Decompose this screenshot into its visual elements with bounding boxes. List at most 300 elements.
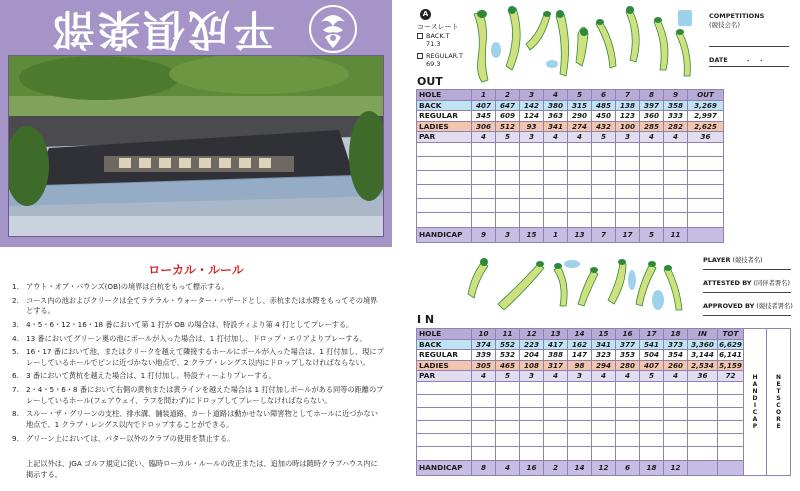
out-score-table	[416, 89, 724, 243]
table-cell: 4	[544, 90, 568, 101]
rule-item: 6. 3 番において黄杭を越えた場合は、1 打付加し、特設ティーよりプレーする。	[12, 371, 276, 381]
table-cell: 4	[640, 132, 664, 143]
score-cell[interactable]	[616, 407, 640, 420]
table-cell: 407	[640, 360, 664, 371]
table-cell: 6	[592, 90, 616, 101]
score-cell[interactable]	[544, 170, 568, 184]
score-cell[interactable]	[664, 185, 688, 199]
score-cell[interactable]	[520, 447, 544, 460]
table-cell: 6,629	[719, 339, 742, 349]
score-cell[interactable]	[417, 421, 472, 434]
tee-row-back	[417, 32, 450, 48]
score-cell[interactable]	[568, 156, 592, 170]
table-cell: 358	[664, 100, 688, 111]
score-cell[interactable]	[496, 421, 520, 434]
score-cell[interactable]	[472, 142, 496, 156]
score-cell[interactable]	[664, 447, 688, 460]
table-cell: TOT	[718, 329, 744, 340]
table-cell: 18	[664, 329, 688, 340]
score-cell[interactable]	[496, 199, 520, 213]
club-header	[0, 0, 392, 247]
table-cell: 354	[664, 350, 688, 361]
score-cell[interactable]	[520, 421, 544, 434]
score-cell[interactable]	[472, 394, 496, 407]
table-cell: 93	[520, 121, 544, 132]
score-cell[interactable]	[568, 170, 592, 184]
table-cell: 290	[568, 111, 592, 122]
score-cell[interactable]	[664, 394, 688, 407]
score-cell[interactable]	[417, 394, 472, 407]
table-cell: 4	[472, 132, 496, 143]
row-label: LADIES	[417, 121, 472, 132]
table-cell: 388	[544, 350, 568, 361]
table-cell: 17	[640, 329, 664, 340]
handicap-cell	[718, 460, 744, 475]
score-cell[interactable]	[640, 156, 664, 170]
score-cell[interactable]	[472, 421, 496, 434]
score-cell[interactable]	[616, 199, 640, 213]
table-cell: 1	[472, 90, 496, 101]
score-cell[interactable]	[544, 185, 568, 199]
tee-checkbox-regular[interactable]	[417, 53, 423, 59]
out-score-row	[417, 170, 724, 184]
score-cell[interactable]	[640, 185, 664, 199]
score-cell[interactable]	[496, 142, 520, 156]
score-cell[interactable]	[688, 434, 718, 447]
date-label: DATE	[709, 56, 728, 64]
score-cell[interactable]	[472, 199, 496, 213]
score-cell[interactable]	[640, 213, 664, 227]
table-cell: 450	[592, 111, 616, 122]
score-cell[interactable]	[544, 142, 568, 156]
score-cell[interactable]	[688, 185, 724, 199]
score-cell[interactable]	[616, 421, 640, 434]
out-hole-row	[417, 90, 724, 101]
attested-label: ATTESTED BY (同伴者署名)	[703, 279, 790, 287]
score-cell[interactable]	[496, 170, 520, 184]
club-name-box	[20, 6, 305, 53]
score-cell[interactable]	[664, 170, 688, 184]
score-cell[interactable]	[664, 434, 688, 447]
score-cell[interactable]	[592, 199, 616, 213]
score-cell[interactable]	[688, 156, 724, 170]
score-cell[interactable]	[417, 170, 472, 184]
score-cell[interactable]	[496, 381, 520, 394]
table-cell: OUT	[688, 90, 724, 101]
row-label: REGULAR	[417, 350, 472, 361]
table-cell: 323	[592, 350, 616, 361]
rule-item: 2. コース内の池およびクリークは全てラテラル・ウォーター・ハザードとし、赤杭または水際をもってその境界とする。	[12, 295, 378, 316]
score-cell[interactable]	[688, 170, 724, 184]
table-cell: 397	[640, 100, 664, 111]
score-cell[interactable]	[520, 142, 544, 156]
score-cell[interactable]	[688, 421, 718, 434]
tee-name: REGULAR.T	[426, 52, 463, 60]
table-cell: 204	[520, 350, 544, 361]
table-cell: 15	[592, 329, 616, 340]
table-cell: 532	[496, 350, 520, 361]
course-rate-label: コースレート	[417, 23, 459, 31]
score-cell[interactable]	[568, 142, 592, 156]
handicap-cell: 17	[616, 227, 640, 242]
table-cell: 512	[496, 121, 520, 132]
table-cell: 274	[568, 121, 592, 132]
table-cell: 10	[472, 329, 496, 340]
score-cell[interactable]	[417, 407, 472, 420]
table-cell: 5	[592, 132, 616, 143]
handicap-cell	[688, 460, 718, 475]
score-cell[interactable]	[472, 381, 496, 394]
score-cell[interactable]	[592, 156, 616, 170]
score-cell[interactable]	[640, 170, 664, 184]
in-score-row	[417, 421, 791, 434]
score-cell[interactable]	[592, 142, 616, 156]
score-cell[interactable]	[496, 394, 520, 407]
table-cell: 282	[664, 121, 688, 132]
score-cell[interactable]	[718, 421, 744, 434]
table-cell: 5	[640, 371, 664, 382]
score-cell[interactable]	[592, 421, 616, 434]
table-cell: 3,269	[688, 100, 724, 111]
clubhouse-photo	[8, 55, 384, 237]
score-cell[interactable]	[472, 185, 496, 199]
handicap-cell: 15	[520, 227, 544, 242]
in-hole-row	[417, 329, 791, 340]
handicap-cell: 18	[640, 460, 664, 475]
score-cell[interactable]	[520, 394, 544, 407]
table-cell: 2	[496, 90, 520, 101]
table-cell: 280	[616, 360, 640, 371]
score-cell[interactable]	[417, 434, 472, 447]
score-cell[interactable]	[544, 381, 568, 394]
handicap-cell: 16	[520, 460, 544, 475]
handicap-cell: 11	[664, 227, 688, 242]
table-cell: 4	[664, 132, 688, 143]
score-cell[interactable]	[592, 170, 616, 184]
score-cell[interactable]	[544, 394, 568, 407]
score-cell[interactable]	[496, 185, 520, 199]
score-cell[interactable]	[544, 156, 568, 170]
competitions-sublabel: (競技会名)	[709, 21, 741, 29]
table-cell: 260	[664, 360, 688, 371]
table-cell: 345	[472, 111, 496, 122]
score-cell[interactable]	[718, 381, 744, 394]
table-cell: 3,144	[688, 350, 718, 361]
score-cell[interactable]	[664, 199, 688, 213]
table-cell: 294	[592, 360, 616, 371]
handicap-cell: 8	[472, 460, 496, 475]
handicap-cell	[688, 227, 724, 242]
table-cell: 223	[520, 339, 544, 350]
handicap-cell: 9	[472, 227, 496, 242]
score-cell[interactable]	[616, 447, 640, 460]
table-cell: 374	[472, 339, 496, 350]
score-cell[interactable]	[496, 213, 520, 227]
table-cell: 339	[472, 350, 496, 361]
tee-rating: 71.3	[426, 40, 441, 48]
table-cell: 4	[568, 132, 592, 143]
table-cell: 4	[592, 371, 616, 382]
player-label: PLAYER (競技者名)	[703, 256, 763, 264]
table-cell: 552	[496, 339, 520, 350]
score-cell[interactable]	[544, 434, 568, 447]
score-cell[interactable]	[417, 156, 472, 170]
score-cell[interactable]	[592, 394, 616, 407]
date-field[interactable]	[709, 66, 789, 67]
table-cell: 407	[472, 100, 496, 111]
handicap-column-label: H A N D I C A P	[744, 329, 767, 476]
score-cell[interactable]	[496, 434, 520, 447]
in-back-row	[417, 339, 791, 350]
score-cell[interactable]	[718, 434, 744, 447]
row-label: REGULAR	[417, 111, 472, 122]
table-cell: 123	[616, 111, 640, 122]
in-ladies-row	[417, 360, 791, 371]
handicap-cell: 1	[544, 227, 568, 242]
score-cell[interactable]	[640, 394, 664, 407]
score-cell[interactable]	[568, 407, 592, 420]
table-cell: 36	[688, 132, 724, 143]
score-cell[interactable]	[544, 407, 568, 420]
table-cell: 13	[544, 329, 568, 340]
rule-item: 4. 13 番においてグリーン奥の池にボールが入った場合は、1 打付加し、ドロップ・エリアよりプレーする。	[12, 333, 367, 343]
table-cell: 14	[568, 329, 592, 340]
table-cell: 2,997	[688, 111, 724, 122]
rule-item: 5. 16・17 番において池、またはクリークを越えて隣接するホールにボールが入った場合は、1 打付加し、現にプレーしているホールでピンに近づかない地点で、2 クラブ・レングス以内にドロップしなければならない。	[12, 347, 384, 367]
score-cell[interactable]	[544, 447, 568, 460]
score-cell[interactable]	[568, 447, 592, 460]
score-cell[interactable]	[592, 381, 616, 394]
score-cell[interactable]	[472, 434, 496, 447]
score-cell[interactable]	[417, 381, 472, 394]
score-cell[interactable]	[616, 434, 640, 447]
score-cell[interactable]	[592, 185, 616, 199]
score-cell[interactable]	[640, 199, 664, 213]
score-cell[interactable]	[472, 170, 496, 184]
rule-item: 8. スルー・ザ・グリーンの支柱、排水溝、舗装道路、カート道路は動かせない障害物としてホールに近づかない地点で、1 クラブ・レングス以内でドロップすることができる。	[12, 409, 378, 429]
score-cell[interactable]	[640, 381, 664, 394]
score-cell[interactable]	[544, 421, 568, 434]
in-score-row	[417, 447, 791, 460]
score-cell[interactable]	[592, 213, 616, 227]
table-cell: 485	[592, 100, 616, 111]
club-crest-icon	[308, 4, 358, 54]
out-course-map	[460, 4, 700, 86]
score-cell[interactable]	[544, 213, 568, 227]
score-cell[interactable]	[640, 421, 664, 434]
score-cell[interactable]	[616, 394, 640, 407]
score-cell[interactable]	[664, 421, 688, 434]
score-cell[interactable]	[520, 213, 544, 227]
table-cell: 417	[544, 339, 568, 350]
table-cell: 162	[568, 339, 592, 350]
score-cell[interactable]	[568, 213, 592, 227]
table-cell: 124	[520, 111, 544, 122]
handicap-cell: 14	[568, 460, 592, 475]
handicap-cell: 7	[592, 227, 616, 242]
table-cell: 306	[472, 121, 496, 132]
table-cell: 5	[496, 371, 520, 382]
table-cell: 3	[520, 132, 544, 143]
out-back-row	[417, 100, 724, 111]
score-cell[interactable]	[616, 156, 640, 170]
score-cell[interactable]	[520, 199, 544, 213]
table-cell: 16	[616, 329, 640, 340]
table-cell: 3	[616, 132, 640, 143]
table-cell: 6,141	[719, 350, 742, 360]
score-cell[interactable]	[688, 199, 724, 213]
club-name: 平成倶楽部	[50, 5, 276, 54]
row-label: PAR	[417, 371, 472, 382]
rules-list	[12, 282, 384, 447]
row-label: HOLE	[417, 90, 472, 101]
rule-item: 1. アウト・オブ・バウンズ(OB)の境界は白杭をもって標示する。	[12, 282, 229, 291]
approved-field[interactable]	[703, 315, 791, 316]
score-cell[interactable]	[640, 142, 664, 156]
in-score-row	[417, 407, 791, 420]
competitions-field[interactable]	[709, 46, 789, 47]
table-cell: IN	[688, 329, 718, 340]
score-cell[interactable]	[568, 421, 592, 434]
score-cell[interactable]	[664, 407, 688, 420]
score-cell[interactable]	[417, 447, 472, 460]
score-cell[interactable]	[616, 213, 640, 227]
score-cell[interactable]	[472, 407, 496, 420]
score-cell[interactable]	[520, 381, 544, 394]
row-label: HANDICAP	[417, 227, 472, 242]
handicap-cell: 2	[544, 460, 568, 475]
in-score-table	[416, 328, 791, 476]
score-cell[interactable]	[718, 407, 744, 420]
out-score-row	[417, 142, 724, 156]
score-cell[interactable]	[718, 394, 744, 407]
score-cell[interactable]	[688, 381, 718, 394]
handicap-cell: 13	[568, 227, 592, 242]
score-cell[interactable]	[568, 199, 592, 213]
tee-rating: 69.3	[426, 60, 441, 68]
score-cell[interactable]	[592, 407, 616, 420]
score-cell[interactable]	[472, 156, 496, 170]
player-field[interactable]	[703, 269, 791, 270]
out-score-row	[417, 185, 724, 199]
table-cell: 11	[496, 329, 520, 340]
table-cell: 341	[592, 339, 616, 350]
score-cell[interactable]	[664, 156, 688, 170]
score-cell[interactable]	[592, 447, 616, 460]
table-cell: 147	[568, 350, 592, 361]
table-cell: 12	[520, 329, 544, 340]
table-cell: 377	[616, 339, 640, 350]
table-cell: 36	[688, 371, 718, 382]
table-cell: 341	[544, 121, 568, 132]
in-handicap-row	[417, 460, 791, 475]
out-par-row	[417, 132, 724, 143]
approved-label: APPROVED BY (競技者署名)	[703, 302, 793, 310]
score-cell[interactable]	[592, 434, 616, 447]
score-cell[interactable]	[640, 434, 664, 447]
score-cell[interactable]	[520, 170, 544, 184]
score-cell[interactable]	[417, 185, 472, 199]
score-cell[interactable]	[568, 381, 592, 394]
table-cell: 4	[664, 371, 688, 382]
attested-field[interactable]	[703, 292, 791, 293]
handicap-cell: 3	[496, 227, 520, 242]
score-cell[interactable]	[688, 142, 724, 156]
score-cell[interactable]	[544, 199, 568, 213]
out-score-row	[417, 156, 724, 170]
score-cell[interactable]	[568, 434, 592, 447]
in-score-row	[417, 381, 791, 394]
table-cell: 373	[664, 339, 688, 350]
score-cell[interactable]	[496, 407, 520, 420]
score-cell[interactable]	[616, 142, 640, 156]
table-cell: 3	[568, 371, 592, 382]
score-cell[interactable]	[664, 142, 688, 156]
in-score-row	[417, 394, 791, 407]
table-cell: 285	[640, 121, 664, 132]
score-cell[interactable]	[520, 156, 544, 170]
score-cell[interactable]	[417, 199, 472, 213]
table-cell: 4	[544, 371, 568, 382]
score-cell[interactable]	[496, 447, 520, 460]
table-cell: 5	[496, 132, 520, 143]
score-cell[interactable]	[616, 170, 640, 184]
score-cell[interactable]	[640, 407, 664, 420]
score-cell[interactable]	[568, 185, 592, 199]
score-cell[interactable]	[688, 447, 718, 460]
table-cell: 380	[544, 100, 568, 111]
score-cell[interactable]	[688, 213, 724, 227]
table-cell: 3,360	[688, 339, 718, 350]
table-cell: 504	[640, 350, 664, 361]
row-label: PAR	[417, 132, 472, 143]
score-cell[interactable]	[520, 407, 544, 420]
score-cell[interactable]	[417, 213, 472, 227]
score-cell[interactable]	[688, 394, 718, 407]
score-cell[interactable]	[664, 213, 688, 227]
score-cell[interactable]	[472, 447, 496, 460]
table-cell: 541	[640, 339, 664, 350]
score-cell[interactable]	[616, 381, 640, 394]
table-cell: 465	[496, 360, 520, 371]
score-cell[interactable]	[520, 185, 544, 199]
score-cell[interactable]	[496, 156, 520, 170]
table-cell: 5	[568, 90, 592, 101]
handicap-cell: 12	[664, 460, 688, 475]
score-cell[interactable]	[472, 213, 496, 227]
score-cell[interactable]	[616, 185, 640, 199]
table-cell: 317	[544, 360, 568, 371]
out-score-row	[417, 213, 724, 227]
score-cell[interactable]	[718, 447, 744, 460]
table-cell: 138	[616, 100, 640, 111]
score-cell[interactable]	[417, 142, 472, 156]
score-cell[interactable]	[520, 434, 544, 447]
rule-item: 3. 4・5・6・12・16・18 番において第 1 打が OB の場合は、特設ティより第 4 打としてプレーする。	[12, 319, 354, 329]
score-cell[interactable]	[568, 394, 592, 407]
out-ladies-row	[417, 121, 724, 132]
in-course-map	[460, 254, 700, 320]
score-cell[interactable]	[664, 381, 688, 394]
table-cell: 108	[520, 360, 544, 371]
tee-checkbox-back[interactable]	[417, 33, 423, 39]
table-cell: 432	[592, 121, 616, 132]
score-cell[interactable]	[688, 407, 718, 420]
in-par-row	[417, 371, 791, 382]
rules-title: ローカル・ルール	[148, 263, 244, 277]
table-cell: 100	[616, 121, 640, 132]
score-cell[interactable]	[640, 447, 664, 460]
